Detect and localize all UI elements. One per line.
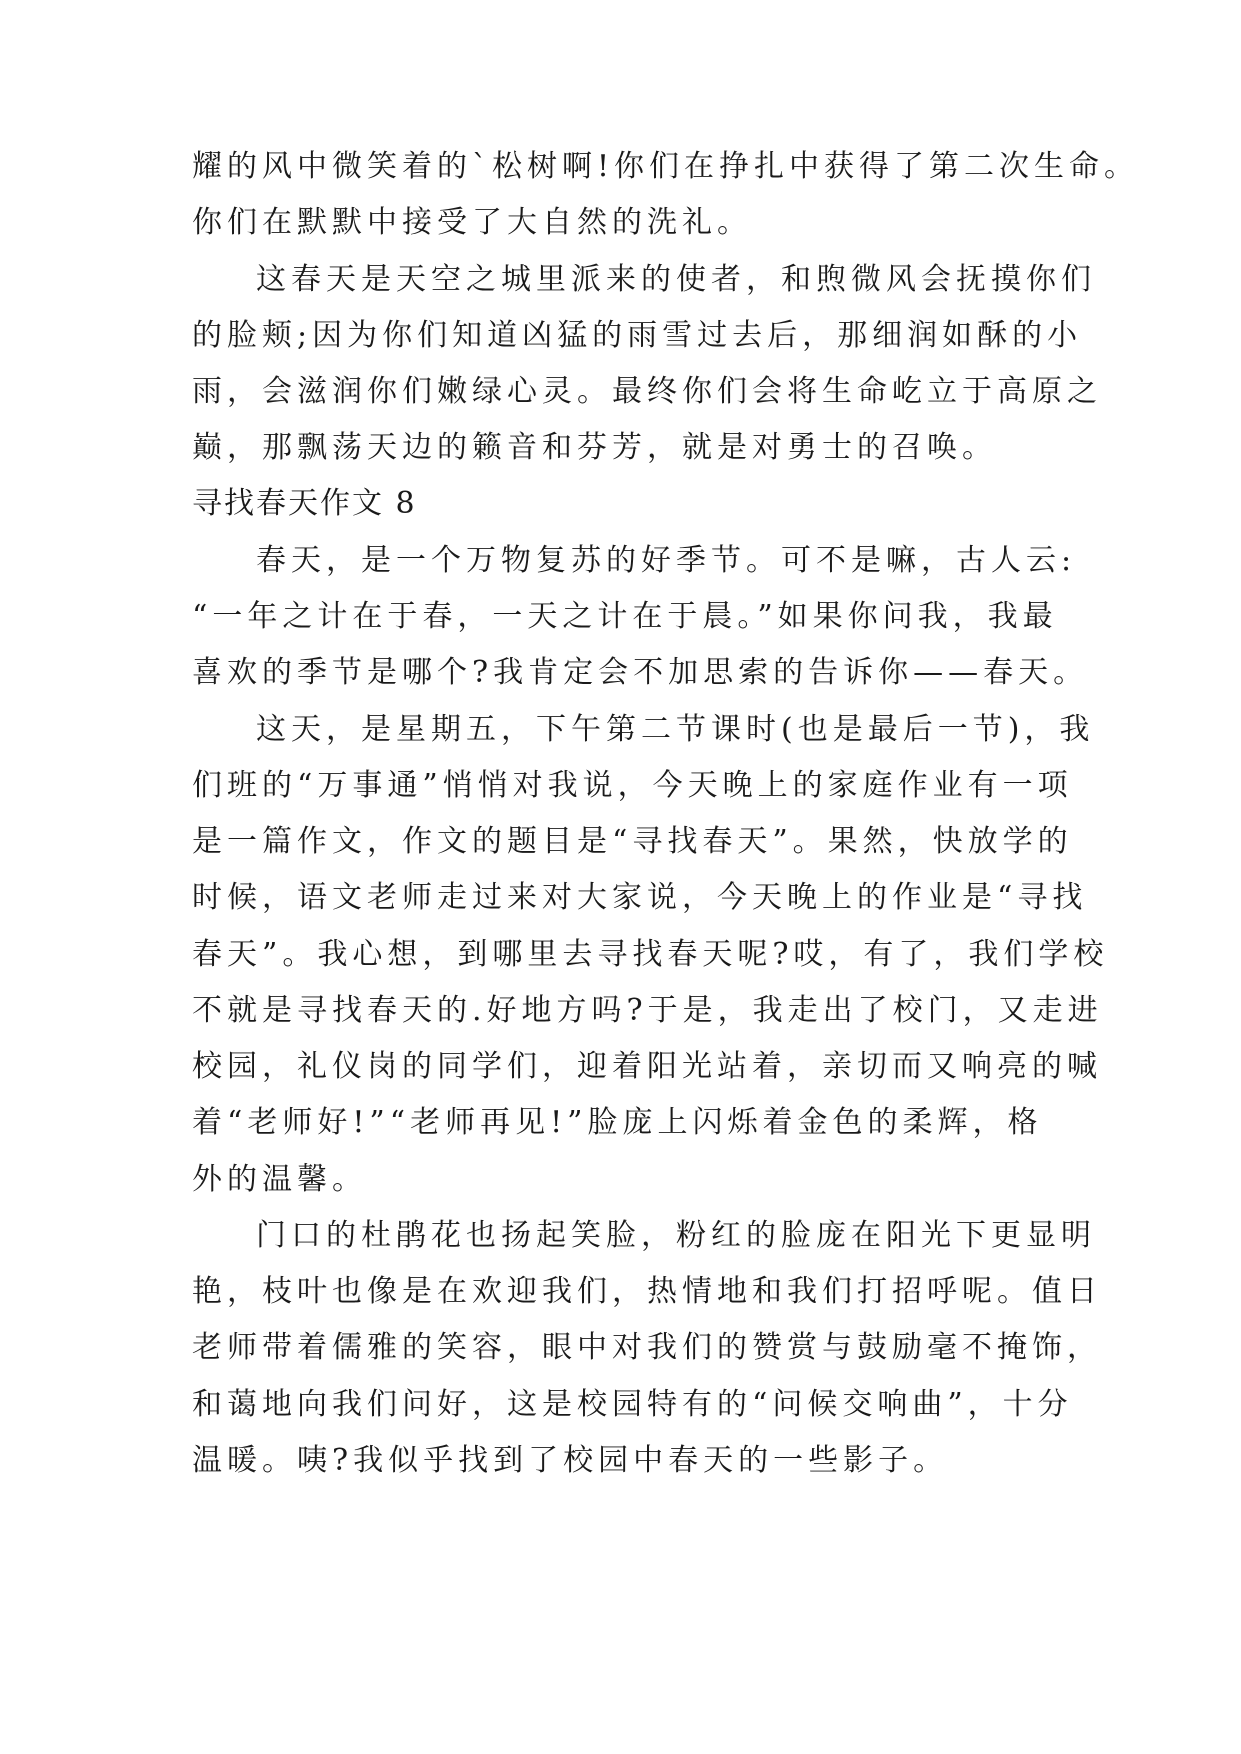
text-line: 们班的“万事通”悄悄对我说，今天晚上的家庭作业有一项: [192, 768, 1073, 803]
text-line: 春天”。我心想，到哪里去寻找春天呢?哎，有了，我们学校: [192, 937, 1109, 972]
text-line: 巅，那飘荡天边的籁音和芬芳，就是对勇士的召唤。: [192, 430, 997, 465]
paragraph-first-line: 这天，是星期五，下午第二节课时(也是最后一节)，我: [256, 712, 1095, 747]
text-line: 喜欢的季节是哪个?我肯定会不加思索的告诉你——春天。: [192, 655, 1089, 690]
text-line: 校园，礼仪岗的同学们，迎着阳光站着，亲切而又响亮的喊: [192, 1049, 1102, 1084]
text-line: 和蔼地向我们问好，这是校园特有的“问候交响曲”，十分: [192, 1387, 1073, 1422]
text-line: 外的温馨。: [192, 1162, 367, 1197]
text-line: 你们在默默中接受了大自然的洗礼。: [192, 205, 752, 240]
text-line: 的脸颊;因为你们知道凶猛的雨雪过去后，那细润如酥的小: [192, 318, 1083, 353]
section-heading: 寻找春天作文 8: [192, 486, 417, 521]
text-line: 温暖。咦?我似乎找到了校园中春天的一些影子。: [192, 1443, 949, 1478]
text-line: 时候，语文老师走过来对大家说，今天晚上的作业是“寻找: [192, 880, 1088, 915]
text-line: 老师带着儒雅的笑容，眼中对我们的赞赏与鼓励毫不掩饰，: [192, 1330, 1102, 1365]
paragraph-first-line: 春天，是一个万物复苏的好季节。可不是嘛，古人云:: [256, 543, 1077, 578]
text-line: 着“老师好!”“老师再见!”脸庞上闪烁着金色的柔辉，格: [192, 1105, 1043, 1140]
paragraph-first-line: 这春天是天空之城里派来的使者，和煦微风会抚摸你们: [256, 262, 1096, 297]
text-line: 是一篇作文，作文的题目是“寻找春天”。果然，快放学的: [192, 824, 1073, 859]
text-line: 耀的风中微笑着的`松树啊!你们在挣扎中获得了第二次生命。: [192, 149, 1140, 184]
text-line: “一年之计在于春，一天之计在于晨。”如果你问我，我最: [192, 599, 1058, 634]
paragraph-first-line: 门口的杜鹃花也扬起笑脸，粉红的脸庞在阳光下更显明: [256, 1218, 1096, 1253]
text-line: 艳，枝叶也像是在欢迎我们，热情地和我们打招呼呢。值日: [192, 1274, 1102, 1309]
text-line: 雨，会滋润你们嫩绿心灵。最终你们会将生命屹立于高原之: [192, 374, 1102, 409]
text-line: 不就是寻找春天的.好地方吗?于是，我走出了校门，又走进: [192, 993, 1103, 1028]
